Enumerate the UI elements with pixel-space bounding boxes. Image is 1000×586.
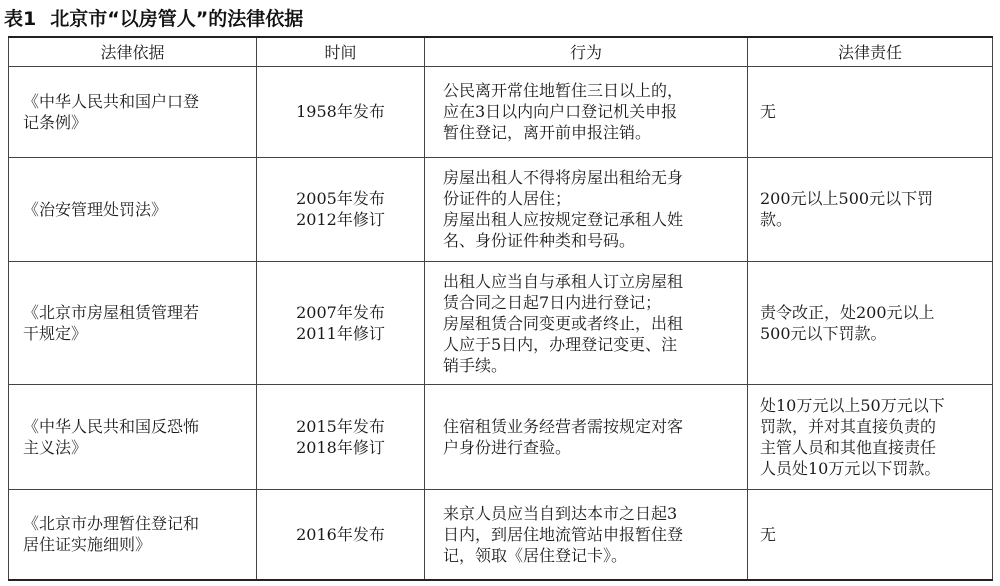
cell-text-line: 2012年修订 [296,210,385,230]
table-row [9,262,993,385]
cell-text-line: 《北京市办理暂住登记和 [23,514,200,534]
cell-text-line: 1958年发布 [296,102,385,122]
cell-text-line: 200元以上500元以下罚 [760,189,934,209]
cell-time [257,489,425,580]
cell-text-line: 《中华人民共和国反恐怖 [23,416,200,436]
cell-text-line: 来京人员应当自到达本市之日起3 [443,503,678,523]
cell-text-line: 500元以下罚款。 [760,324,887,344]
cell-text-line: 人应于5日内，办理登记变更、注 [443,334,678,354]
cell-text-line: 公民离开常住地暂住三日以上的， [443,81,684,101]
cell-behavior [425,489,748,580]
cell-behavior [425,67,748,158]
cell-text-line: 罚款，并对其直接负责的 [760,416,937,436]
cell-text-line: 主义法》 [23,437,88,457]
cell-time [257,67,425,158]
cell-liability [748,385,993,490]
cell-text-line: 处10万元以上50万元以下 [760,395,945,415]
cell-text-line: 款。 [760,210,793,230]
cell-text-line: 销手续。 [443,355,508,375]
cell-text-line: 赁合同之日起7日内进行登记； [443,292,662,312]
cell-text-line: 暂住登记，离开前申报注销。 [443,123,652,143]
cell-legal-basis [9,157,257,262]
cell-text-line: 日内，到居住地流管站申报暂住登 [443,524,684,544]
table-row [9,489,993,580]
cell-text-line: 出租人应当自与承租人订立房屋租 [443,271,684,291]
header-time: 时间 [257,37,425,67]
cell-legal-basis [9,262,257,385]
cell-text-line: 主管人员和其他直接责任 [760,437,937,457]
table-body [9,67,993,581]
cell-time [257,157,425,262]
cell-text-line: 2011年修订 [296,324,385,344]
cell-text-line: 无 [760,524,777,544]
cell-behavior [425,157,748,262]
cell-legal-basis [9,67,257,158]
table-row [9,157,993,262]
cell-text-line: 《北京市房屋租赁管理若 [23,303,200,323]
cell-behavior [425,385,748,490]
cell-text-line: 《中华人民共和国户口登 [23,91,200,111]
cell-text-line: 无 [760,102,777,122]
header-legal-basis: 法律依据 [9,37,257,67]
cell-text-line: 房屋出租人不得将房屋出租给无身 [443,168,684,188]
cell-text-line: 房屋租赁合同变更或者终止，出租 [443,313,684,333]
cell-time [257,262,425,385]
table-number: 表1 [4,8,37,30]
cell-text-line: 应在3日以内向户口登记机关申报 [443,102,678,122]
cell-text-line: 《治安管理处罚法》 [23,199,168,219]
cell-text-line: 记条例》 [23,112,88,132]
cell-liability [748,262,993,385]
cell-text-line: 份证件的人居住； [443,189,572,209]
cell-legal-basis [9,489,257,580]
cell-text-line: 户身份进行查验。 [443,437,572,457]
cell-text-line: 房屋出租人应按规定登记承租人姓 [443,210,684,230]
cell-text-line: 2005年发布 [296,189,385,209]
table-row [9,385,993,490]
table-title: 北京市“以房管人”的法律依据 [50,8,304,30]
cell-text-line: 2015年发布 [296,416,385,436]
cell-text-line: 2007年发布 [296,303,385,323]
cell-behavior [425,262,748,385]
header-row [9,37,993,67]
cell-text-line: 居住证实施细则》 [23,535,152,555]
header-liability: 法律责任 [748,37,993,67]
cell-text-line: 2018年修订 [296,437,385,457]
cell-text-line: 住宿租赁业务经营者需按规定对客 [443,416,684,436]
legal-basis-table [8,36,993,581]
cell-text-line: 人员处10万元以下罚款。 [760,458,941,478]
cell-text-line: 名、身份证件种类和号码。 [443,231,636,251]
cell-liability [748,157,993,262]
cell-legal-basis [9,385,257,490]
table-row [9,67,993,158]
table-caption [4,4,303,34]
header-behavior: 行为 [425,37,748,67]
cell-time [257,385,425,490]
cell-liability [748,489,993,580]
cell-text-line: 记，领取《居住登记卡》。 [443,545,628,565]
cell-text-line: 干规定》 [23,324,88,344]
cell-liability [748,67,993,158]
cell-text-line: 2016年发布 [296,524,385,544]
cell-text-line: 责令改正，处200元以上 [760,303,935,323]
